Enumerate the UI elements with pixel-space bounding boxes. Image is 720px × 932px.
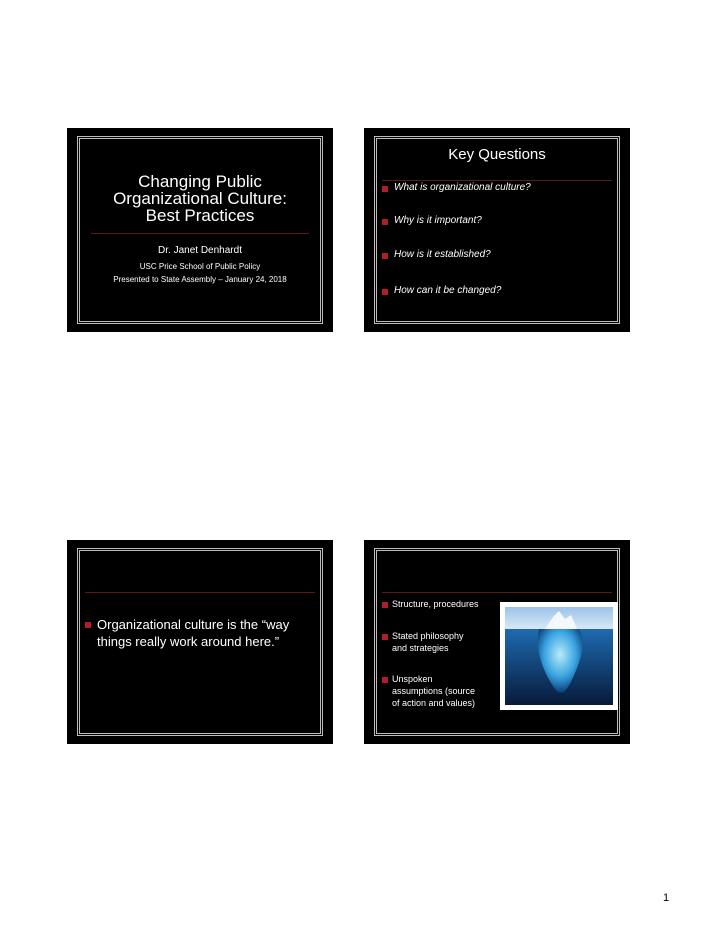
bullet-icon: [382, 634, 388, 640]
iceberg-graphic: [505, 607, 613, 705]
bullet-icon: [382, 219, 388, 225]
item-line: Structure, procedures: [392, 599, 479, 609]
slide-culture-levels: [364, 540, 630, 744]
presentation-note: Presented to State Assembly – January 24, 2018: [113, 275, 287, 284]
school: USC Price School of Public Policy: [139, 262, 261, 271]
slide-title-text: [91, 173, 309, 224]
list-item: What is organizational culture?: [394, 182, 531, 193]
item-line: of action and values): [392, 698, 476, 708]
item-line: assumptions (source: [392, 686, 476, 696]
slide-title: [67, 128, 333, 332]
divider: [382, 592, 612, 593]
slide-frame: [77, 136, 323, 324]
title-line: Best Practices: [145, 206, 255, 225]
body-line: Organizational culture is the “way: [97, 617, 290, 632]
list-item: Why is it important?: [394, 215, 482, 226]
body-line: things really work around here.”: [97, 634, 280, 649]
bullet-icon: [382, 186, 388, 192]
list-item: [392, 598, 512, 610]
item-line: Unspoken: [392, 674, 433, 684]
item-line: and strategies: [392, 643, 449, 653]
title-line: Organizational Culture:: [113, 189, 287, 208]
author: Dr. Janet Denhardt: [158, 245, 242, 256]
slide-culture-definition: [67, 540, 333, 744]
bullet-icon: [382, 677, 388, 683]
iceberg-image: [500, 602, 618, 710]
list-item: How is it established?: [394, 249, 491, 260]
list-item: [392, 630, 512, 654]
slide-body: [97, 616, 317, 650]
divider: [91, 233, 309, 234]
title-line: Changing Public: [138, 172, 262, 191]
divider: [382, 180, 612, 181]
bullet-icon: [382, 253, 388, 259]
page-number: 1: [663, 892, 670, 904]
slide-heading: Key Questions: [448, 146, 546, 163]
bullet-icon: [382, 602, 388, 608]
slide-key-questions: [364, 128, 630, 332]
divider: [85, 592, 315, 593]
list-item: How can it be changed?: [394, 285, 502, 296]
list-item: [392, 673, 512, 709]
bullet-icon: [85, 622, 91, 628]
bullet-icon: [382, 289, 388, 295]
item-line: Stated philosophy: [392, 631, 464, 641]
